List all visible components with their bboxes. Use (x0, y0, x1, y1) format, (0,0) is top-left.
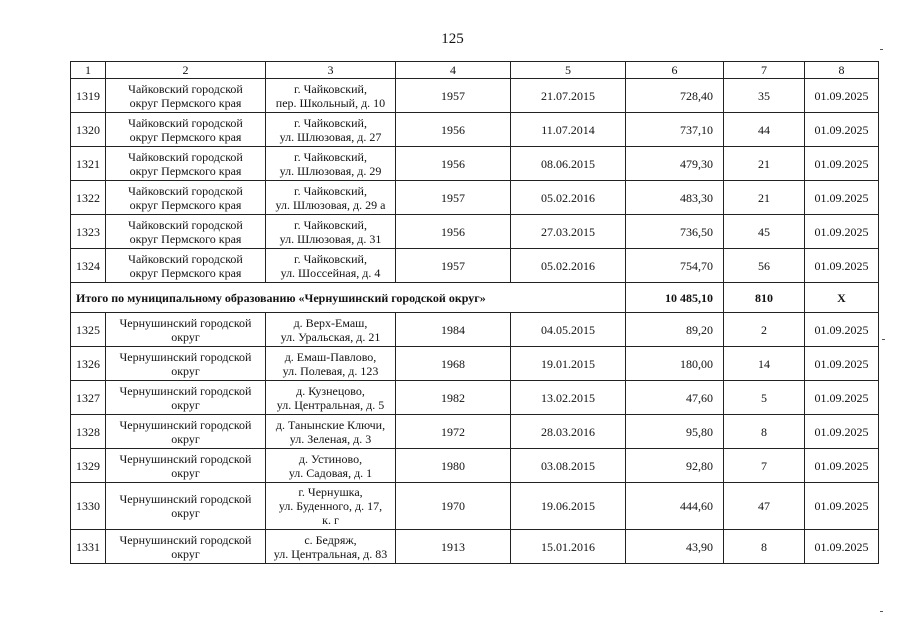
date-cell: 15.01.2016 (511, 530, 626, 564)
deadline-cell: 01.09.2025 (805, 381, 879, 415)
address-cell (266, 313, 396, 347)
owner-cell-line: округ (171, 465, 200, 480)
deadline-cell: 01.09.2025 (805, 415, 879, 449)
owner-cell (106, 530, 266, 564)
year-cell: 1970 (396, 483, 511, 530)
address-cell-line: к. г (322, 513, 339, 527)
date-cell: 04.05.2015 (511, 313, 626, 347)
year-cell: 1956 (396, 147, 511, 181)
scan-speck (880, 49, 883, 50)
row-number-cell: 1326 (71, 347, 106, 381)
table-row (71, 381, 879, 415)
deadline-cell: 01.09.2025 (805, 147, 879, 181)
owner-cell-line: Чернушинский городской (119, 492, 252, 506)
count-cell: 14 (724, 347, 805, 381)
owner-cell (106, 147, 266, 181)
count-cell: 8 (724, 530, 805, 564)
row-number-cell: 1330 (71, 483, 106, 530)
address-cell (266, 530, 396, 564)
row-number-cell: 1323 (71, 215, 106, 249)
area-cell: 89,20 (626, 313, 724, 347)
owner-cell-line: Чайковский городской (128, 217, 243, 232)
deadline-cell: 01.09.2025 (805, 249, 879, 283)
owner-cell-line: Чайковский городской (128, 149, 243, 164)
date-cell: 11.07.2014 (511, 113, 626, 147)
owner-cell (106, 215, 266, 249)
count-cell: 2 (724, 313, 805, 347)
area-cell: 92,80 (626, 449, 724, 483)
row-number-cell: 1319 (71, 79, 106, 113)
deadline-cell: 01.09.2025 (805, 215, 879, 249)
table-row (71, 483, 879, 530)
count-cell: 7 (724, 449, 805, 483)
address-cell-line: ул. Центральная, д. 5 (276, 397, 385, 412)
table-row (71, 530, 879, 564)
owner-cell (106, 415, 266, 449)
deadline-cell: 01.09.2025 (805, 347, 879, 381)
area-cell: 728,40 (626, 79, 724, 113)
owner-cell-line: Чайковский городской (128, 81, 243, 96)
year-cell: 1968 (396, 347, 511, 381)
year-cell: 1956 (396, 215, 511, 249)
owner-cell-line: Чернушинский городской (119, 417, 252, 432)
table-row (71, 347, 879, 381)
date-cell: 08.06.2015 (511, 147, 626, 181)
total-count-cell: 810 (724, 283, 805, 313)
table-row (71, 181, 879, 215)
row-number-cell: 1328 (71, 415, 106, 449)
owner-cell-line: Чайковский городской (128, 251, 243, 266)
owner-cell (106, 113, 266, 147)
address-cell-line: г. Чернушка, (298, 485, 363, 499)
area-cell: 47,60 (626, 381, 724, 415)
owner-cell-line: округ (171, 546, 200, 561)
owner-cell-line: округ Пермского края (129, 163, 242, 178)
column-header: 5 (511, 62, 626, 79)
table-header-row (71, 62, 879, 79)
address-cell-line: г. Чайковский, (294, 217, 367, 232)
address-cell-line: ул. Шлюзовая, д. 29 (279, 163, 382, 178)
area-cell: 754,70 (626, 249, 724, 283)
total-row (71, 283, 879, 313)
owner-cell (106, 313, 266, 347)
housing-registry-table (70, 61, 879, 564)
date-cell: 28.03.2016 (511, 415, 626, 449)
address-cell-line: д. Емаш-Павлово, (284, 349, 377, 364)
count-cell: 5 (724, 381, 805, 415)
row-number-cell: 1322 (71, 181, 106, 215)
address-cell (266, 113, 396, 147)
row-number-cell: 1321 (71, 147, 106, 181)
address-cell (266, 79, 396, 113)
date-cell: 05.02.2016 (511, 249, 626, 283)
table-row (71, 215, 879, 249)
owner-cell (106, 483, 266, 530)
count-cell: 44 (724, 113, 805, 147)
area-cell: 736,50 (626, 215, 724, 249)
date-cell: 03.08.2015 (511, 449, 626, 483)
deadline-cell: 01.09.2025 (805, 113, 879, 147)
deadline-cell: 01.09.2025 (805, 483, 879, 530)
date-cell: 19.01.2015 (511, 347, 626, 381)
address-cell-line: ул. Полевая, д. 123 (282, 363, 379, 378)
date-cell: 19.06.2015 (511, 483, 626, 530)
address-cell-line: г. Чайковский, (294, 149, 367, 164)
address-cell-line: ул. Шлюзовая, д. 29 а (275, 197, 386, 212)
address-cell-line: ул. Шлюзовая, д. 31 (279, 231, 382, 246)
owner-cell-line: округ (171, 329, 200, 344)
address-cell (266, 181, 396, 215)
address-cell-line: д. Устиново, (298, 451, 363, 466)
address-cell-line: д. Кузнецово, (296, 383, 365, 398)
address-cell-line: ул. Уральская, д. 21 (280, 329, 381, 344)
owner-cell (106, 381, 266, 415)
owner-cell-line: округ (171, 506, 200, 520)
count-cell: 45 (724, 215, 805, 249)
address-cell (266, 415, 396, 449)
table-row (71, 79, 879, 113)
owner-cell-line: округ (171, 363, 200, 378)
table-row (71, 313, 879, 347)
count-cell: 21 (724, 181, 805, 215)
deadline-cell: 01.09.2025 (805, 449, 879, 483)
address-cell (266, 215, 396, 249)
page-number: 125 (441, 31, 464, 47)
count-cell: 8 (724, 415, 805, 449)
row-number-cell: 1331 (71, 530, 106, 564)
address-cell-line: г. Чайковский, (294, 251, 367, 266)
owner-cell (106, 79, 266, 113)
area-cell: 43,90 (626, 530, 724, 564)
address-cell (266, 483, 396, 530)
area-cell: 737,10 (626, 113, 724, 147)
owner-cell-line: округ (171, 431, 200, 446)
row-number-cell: 1325 (71, 313, 106, 347)
owner-cell (106, 181, 266, 215)
count-cell: 56 (724, 249, 805, 283)
year-cell: 1957 (396, 181, 511, 215)
total-label-cell: Итого по муниципальному образованию «Чернушинский городской округ» (71, 283, 626, 313)
owner-cell-line: округ Пермского края (129, 129, 242, 144)
owner-cell-line: округ Пермского края (129, 95, 242, 110)
address-cell-line: ул. Садовая, д. 1 (288, 465, 373, 480)
deadline-cell: 01.09.2025 (805, 79, 879, 113)
area-cell: 479,30 (626, 147, 724, 181)
address-cell-line: ул. Буденного, д. 17, (278, 499, 383, 513)
scan-speck (882, 339, 885, 340)
address-cell-line: ул. Шлюзовая, д. 27 (279, 129, 382, 144)
total-deadline-cell: X (805, 283, 879, 313)
owner-cell-line: Чернушинский городской (119, 315, 252, 330)
owner-cell-line: Чернушинский городской (119, 383, 252, 398)
column-header: 4 (396, 62, 511, 79)
address-cell-line: с. Бедряж, (304, 532, 357, 547)
row-number-cell: 1327 (71, 381, 106, 415)
owner-cell-line: Чернушинский городской (119, 451, 252, 466)
column-header: 6 (626, 62, 724, 79)
column-header: 2 (106, 62, 266, 79)
owner-cell-line: округ Пермского края (129, 265, 242, 280)
address-cell (266, 249, 396, 283)
address-cell-line: г. Чайковский, (294, 183, 367, 198)
year-cell: 1957 (396, 249, 511, 283)
year-cell: 1982 (396, 381, 511, 415)
address-cell-line: г. Чайковский, (294, 115, 367, 130)
owner-cell (106, 449, 266, 483)
deadline-cell: 01.09.2025 (805, 313, 879, 347)
date-cell: 13.02.2015 (511, 381, 626, 415)
table-body (71, 79, 879, 564)
row-number-cell: 1320 (71, 113, 106, 147)
area-cell: 180,00 (626, 347, 724, 381)
owner-cell-line: Чернушинский городской (119, 349, 252, 364)
address-cell-line: ул. Зеленая, д. 3 (289, 431, 372, 446)
address-cell (266, 147, 396, 181)
column-header: 7 (724, 62, 805, 79)
table-row (71, 449, 879, 483)
year-cell: 1972 (396, 415, 511, 449)
row-number-cell: 1329 (71, 449, 106, 483)
count-cell: 21 (724, 147, 805, 181)
date-cell: 21.07.2015 (511, 79, 626, 113)
area-cell: 444,60 (626, 483, 724, 530)
address-cell-line: г. Чайковский, (294, 81, 367, 96)
owner-cell (106, 347, 266, 381)
date-cell: 05.02.2016 (511, 181, 626, 215)
deadline-cell: 01.09.2025 (805, 181, 879, 215)
owner-cell-line: округ (171, 397, 200, 412)
area-cell: 483,30 (626, 181, 724, 215)
address-cell-line: д. Верх-Емаш, (293, 315, 368, 330)
owner-cell-line: округ Пермского края (129, 231, 242, 246)
address-cell (266, 347, 396, 381)
owner-cell-line: Чернушинский городской (119, 532, 252, 547)
total-area-cell: 10 485,10 (626, 283, 724, 313)
year-cell: 1913 (396, 530, 511, 564)
owner-cell-line: Чайковский городской (128, 115, 243, 130)
year-cell: 1957 (396, 79, 511, 113)
address-cell (266, 381, 396, 415)
owner-cell-line: округ Пермского края (129, 197, 242, 212)
table-row (71, 415, 879, 449)
scan-speck (880, 611, 883, 612)
table-row (71, 147, 879, 181)
count-cell: 47 (724, 483, 805, 530)
column-header: 8 (805, 62, 879, 79)
column-header: 1 (71, 62, 106, 79)
year-cell: 1956 (396, 113, 511, 147)
table-row (71, 249, 879, 283)
date-cell: 27.03.2015 (511, 215, 626, 249)
table-row (71, 113, 879, 147)
address-cell-line: ул. Шоссейная, д. 4 (280, 265, 381, 280)
row-number-cell: 1324 (71, 249, 106, 283)
address-cell (266, 449, 396, 483)
column-header: 3 (266, 62, 396, 79)
year-cell: 1984 (396, 313, 511, 347)
owner-cell-line: Чайковский городской (128, 183, 243, 198)
owner-cell (106, 249, 266, 283)
year-cell: 1980 (396, 449, 511, 483)
address-cell-line: пер. Школьный, д. 10 (275, 95, 386, 110)
deadline-cell: 01.09.2025 (805, 530, 879, 564)
area-cell: 95,80 (626, 415, 724, 449)
count-cell: 35 (724, 79, 805, 113)
address-cell-line: д. Танынские Ключи, (275, 417, 386, 432)
address-cell-line: ул. Центральная, д. 83 (273, 546, 388, 561)
